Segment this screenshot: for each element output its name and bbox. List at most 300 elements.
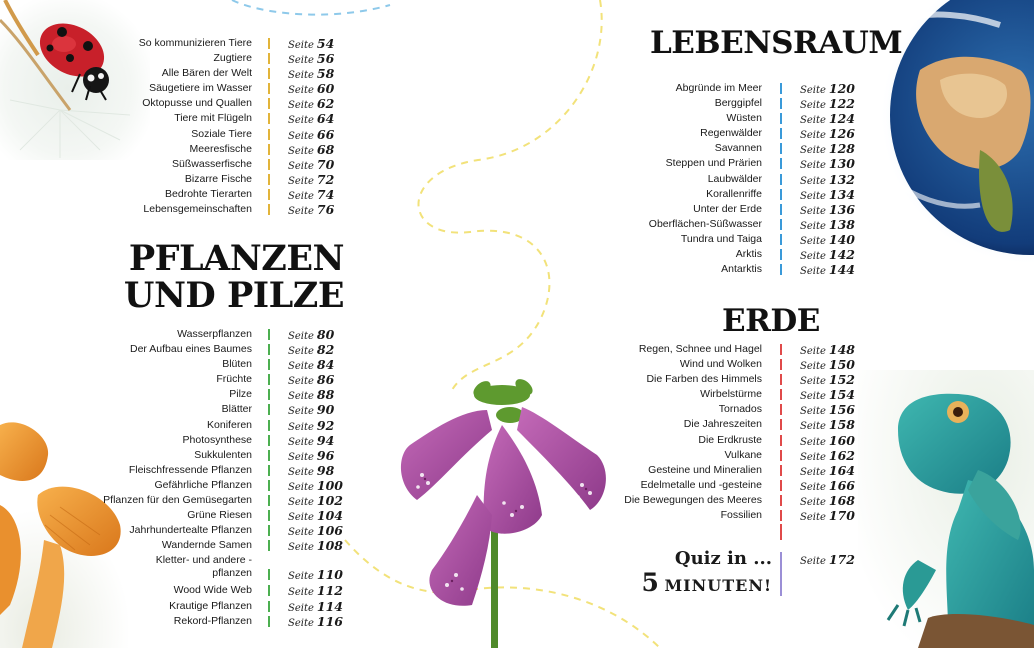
toc-entry [510, 172, 860, 187]
toc-page-number: 114 [316, 598, 343, 614]
toc-entry [0, 613, 343, 629]
toc-page-number: 60 [316, 81, 335, 97]
toc-entry [510, 126, 860, 141]
toc-page-number: 64 [316, 111, 335, 127]
toc-entry [510, 262, 860, 277]
toc-topic [156, 554, 252, 580]
toc-page-number: 56 [316, 51, 335, 67]
toc-color-bar [780, 128, 782, 139]
toc-entry [0, 111, 340, 126]
toc-page-number: 168 [828, 492, 855, 508]
plants-toc-list [0, 327, 343, 629]
toc-page-label: Seite [288, 175, 314, 187]
toc-page-label: Seite [288, 391, 314, 403]
toc-page-label: Seite [288, 361, 314, 373]
toc-color-bar [780, 404, 782, 415]
plants-section-heading [124, 240, 344, 314]
toc-page-number: 72 [316, 171, 335, 187]
toc-page-number: 154 [828, 387, 855, 403]
toc-entry [510, 202, 860, 217]
toc-topic: Die Erdkruste [698, 433, 762, 446]
toc-entry [0, 493, 343, 509]
toc-entry [510, 448, 860, 463]
toc-page-label: Seite [800, 266, 826, 278]
toc-color-bar [268, 189, 270, 200]
toc-page-label: Seite [800, 496, 826, 508]
toc-topic: Wood Wide Web [173, 584, 252, 597]
toc-page-number: 84 [316, 357, 335, 373]
toc-page-label: Seite [288, 617, 314, 629]
toc-entry [0, 357, 340, 372]
toc-page-number: 102 [316, 493, 343, 509]
toc-page-number: 70 [316, 156, 335, 172]
toc-page-label: Seite [800, 421, 826, 433]
toc-color-bar [780, 389, 782, 400]
toc-color-bar [780, 419, 782, 430]
toc-page-number: 108 [316, 538, 343, 554]
toc-page-number: 100 [316, 477, 343, 493]
toc-color-bar [268, 404, 270, 415]
toc-page-number: 88 [316, 387, 335, 403]
toc-page-number: 166 [828, 477, 855, 493]
toc-topic: Lebensgemeinschaften [143, 203, 252, 216]
toc-page-label: Seite [288, 512, 314, 524]
toc-topic: Soziale Tiere [191, 127, 252, 140]
toc-entry [510, 96, 860, 111]
toc-page-label: Seite [800, 115, 826, 127]
toc-entry [510, 372, 860, 387]
toc-topic: Photosynthese [182, 433, 252, 446]
toc-topic: Edelmetalle und -gesteine [640, 478, 762, 491]
toc-entry [0, 157, 340, 172]
toc-page-label: Seite [800, 346, 826, 357]
toc-page-label: Seite [288, 115, 314, 127]
toc-entry [510, 433, 860, 448]
toc-page-label: Seite [800, 391, 826, 403]
toc-page-number: 144 [828, 262, 855, 278]
toc-entry [510, 247, 860, 262]
toc-color-bar [268, 38, 270, 49]
toc-entry [510, 493, 860, 508]
toc-page-number: 54 [316, 36, 335, 51]
toc-color-bar [780, 344, 782, 355]
toc-page-label: Seite [288, 85, 314, 97]
toc-page-label: Seite [288, 451, 314, 463]
toc-page-number: 142 [828, 247, 855, 263]
toc-color-bar [268, 344, 270, 355]
toc-page-label: Seite [288, 70, 314, 82]
toc-topic: Regen, Schnee und Hagel [638, 343, 762, 355]
toc-topic: Oberflächen-Süßwasser [648, 217, 762, 230]
toc-page-number: 156 [828, 402, 855, 418]
toc-color-bar [268, 389, 270, 400]
toc-entry [510, 187, 860, 202]
toc-page-label: Seite [288, 602, 314, 614]
toc-topic: Berggipfel [714, 97, 762, 110]
toc-page-label: Seite [288, 421, 314, 433]
toc-topic: Säugetiere im Wasser [149, 82, 252, 95]
toc-entry [0, 342, 340, 357]
toc-topic-line2: pflanzen [212, 567, 252, 580]
toc-entry [510, 217, 860, 232]
toc-topic: Wasserpflanzen [177, 328, 252, 340]
toc-topic: Rekord-Pflanzen [173, 614, 252, 627]
quiz-title-line2 [641, 568, 772, 597]
toc-page-label: Seite [288, 190, 314, 202]
toc-color-bar [268, 420, 270, 431]
toc-topic-line1: Kletter- und andere - [155, 554, 252, 567]
toc-page-number: 162 [828, 447, 855, 463]
toc-color-bar [268, 359, 270, 370]
toc-entry [0, 81, 340, 96]
toc-color-bar [268, 585, 270, 596]
toc-page-label: Seite [800, 145, 826, 157]
toc-entry [510, 141, 860, 156]
toc-entry [0, 327, 340, 342]
toc-topic: Die Farben des Himmels [646, 373, 762, 386]
toc-page-label: Seite [288, 497, 314, 509]
toc-topic: Früchte [216, 373, 252, 386]
toc-color-bar [780, 465, 782, 476]
toc-page-number: 138 [828, 216, 855, 232]
toc-entry [0, 508, 343, 524]
quiz-page-ref [800, 552, 855, 567]
toc-topic: Arktis [735, 248, 762, 261]
toc-page-ref [288, 202, 334, 219]
toc-color-bar [268, 129, 270, 140]
toc-entry [0, 418, 340, 433]
toc-page-ref [800, 508, 855, 525]
toc-page-number: 150 [828, 357, 855, 373]
toc-entry [510, 478, 860, 493]
toc-page-label: Seite [288, 145, 314, 157]
toc-color-bar [268, 83, 270, 94]
toc-color-bar [780, 510, 782, 521]
toc-color-bar [268, 510, 270, 521]
toc-entry [510, 156, 860, 171]
toc-topic: Steppen und Prärien [665, 157, 762, 170]
toc-page-ref [288, 614, 343, 631]
toc-color-bar [268, 480, 270, 491]
toc-page-number: 110 [316, 567, 343, 583]
toc-page-number: 148 [828, 342, 855, 357]
toc-color-bar [268, 159, 270, 170]
toc-topic: Alle Bären der Welt [161, 67, 252, 80]
toc-entry [0, 402, 340, 417]
toc-topic: Wandernde Samen [161, 539, 252, 552]
toc-page-number: 126 [828, 126, 855, 142]
toc-color-bar [780, 174, 782, 185]
toc-color-bar [780, 435, 782, 446]
toc-color-bar [780, 450, 782, 461]
toc-topic: Korallenriffe [706, 187, 762, 200]
plants-heading-line2: UND PILZE [123, 275, 344, 316]
toc-page-number: 140 [828, 231, 855, 247]
toc-entry [0, 142, 340, 157]
toc-entry [0, 187, 340, 202]
toc-topic: Blätter [221, 403, 252, 416]
toc-page-number: 98 [316, 462, 335, 478]
toc-topic: Süßwasserfische [172, 157, 252, 170]
toc-page-label: Seite [288, 346, 314, 358]
toc-entry [0, 202, 340, 217]
toc-page-label: Seite [800, 235, 826, 247]
toc-page-label: Seite [288, 466, 314, 478]
toc-page-number: 62 [316, 96, 335, 112]
toc-color-bar [780, 204, 782, 215]
toc-color-bar [268, 525, 270, 536]
toc-page-label: Seite [288, 587, 314, 599]
toc-page-number: 164 [828, 462, 855, 478]
plants-heading-line1: PFLANZEN [128, 238, 344, 279]
habitat-section-heading: LEBENSRAUM [650, 25, 903, 61]
toc-page-number: 66 [316, 126, 335, 142]
toc-entry [510, 232, 860, 247]
toc-page-label: Seite [800, 205, 826, 217]
toc-page-number: 160 [828, 432, 855, 448]
toc-page-label: Seite [288, 40, 314, 51]
toc-entry [0, 523, 343, 539]
toc-entry [0, 553, 343, 583]
toc-color-bar [268, 204, 270, 215]
toc-topic: Grüne Riesen [187, 509, 252, 522]
toc-page-label: Seite [800, 130, 826, 142]
toc-page-label: Seite [288, 527, 314, 539]
quiz-block [600, 548, 860, 600]
toc-page-label: Seite [800, 466, 826, 478]
toc-entry [0, 448, 340, 463]
toc-color-bar [780, 143, 782, 154]
toc-page-label: Seite [800, 512, 826, 524]
toc-color-bar [780, 359, 782, 370]
toc-color-bar [780, 189, 782, 200]
toc-page-label: Seite [288, 481, 314, 493]
toc-page-label: Seite [800, 481, 826, 493]
iguana-image [858, 370, 1034, 648]
toc-color-bar [268, 53, 270, 64]
quiz-minutes: MINUTEN! [664, 576, 772, 595]
toc-page-number: 128 [828, 141, 855, 157]
toc-topic: Zugtiere [213, 52, 252, 65]
toc-entry [510, 342, 860, 357]
toc-entry [0, 463, 340, 478]
toc-topic: Fossilien [720, 509, 762, 522]
toc-page-number: 58 [316, 66, 335, 82]
toc-topic: Der Aufbau eines Baumes [130, 343, 252, 356]
toc-color-bar [780, 249, 782, 260]
toc-topic: Savannen [714, 142, 762, 155]
toc-entry [510, 81, 860, 96]
toc-page-number: 124 [828, 111, 855, 127]
toc-entry [0, 66, 340, 81]
toc-entry [510, 357, 860, 372]
toc-page-number: 96 [316, 447, 335, 463]
toc-color-bar [780, 264, 782, 275]
toc-page-ref [288, 567, 343, 584]
toc-color-bar [268, 465, 270, 476]
toc-color-bar [780, 83, 782, 94]
toc-page-number: 86 [316, 372, 335, 388]
toc-page-label: Seite [288, 206, 314, 218]
quiz-page-number: 172 [828, 552, 855, 567]
toc-page-number: 122 [828, 96, 855, 112]
toc-page-number: 130 [828, 156, 855, 172]
toc-topic: Meeresfische [189, 142, 252, 155]
toc-page-label: Seite [800, 85, 826, 96]
toc-page-label: Seite [800, 100, 826, 112]
toc-topic: So kommunizieren Tiere [138, 37, 252, 49]
toc-page-number: 120 [828, 81, 855, 96]
toc-entry [0, 172, 340, 187]
toc-page-number: 74 [316, 186, 335, 202]
toc-page-label: Seite [800, 406, 826, 418]
toc-page-ref [800, 262, 855, 279]
quiz-title-line1: Quiz in ... [674, 548, 772, 569]
toc-color-bar [268, 113, 270, 124]
toc-color-bar [268, 98, 270, 109]
toc-topic: Bedrohte Tierarten [165, 187, 252, 200]
toc-page-number: 134 [828, 186, 855, 202]
toc-color-bar [780, 113, 782, 124]
toc-topic: Krautige Pflanzen [169, 599, 252, 612]
toc-color-bar [780, 374, 782, 385]
toc-page-number: 152 [828, 372, 855, 388]
toc-topic: Fleischfressende Pflanzen [128, 463, 252, 476]
earth-globe-image [880, 0, 1034, 268]
toc-topic: Die Jahreszeiten [683, 418, 762, 431]
earth-toc-bar-extension [780, 524, 782, 540]
toc-topic: Vulkane [724, 448, 762, 461]
toc-topic: Tundra und Taiga [680, 232, 762, 245]
toc-color-bar [268, 450, 270, 461]
toc-color-bar [780, 495, 782, 506]
toc-page-label: Seite [288, 331, 314, 342]
toc-color-bar [780, 219, 782, 230]
toc-page-label: Seite [288, 406, 314, 418]
toc-color-bar [268, 601, 270, 612]
toc-page-number: 158 [828, 417, 855, 433]
toc-entry [0, 51, 340, 66]
toc-page-number: 132 [828, 171, 855, 187]
earth-toc-list [510, 342, 860, 523]
quiz-number: 5 [641, 568, 659, 597]
toc-color-bar [780, 98, 782, 109]
toc-topic: Jahrhundertealte Pflanzen [129, 524, 252, 537]
toc-color-bar [780, 234, 782, 245]
toc-topic: Die Bewegungen des Meeres [624, 493, 762, 506]
toc-color-bar [268, 68, 270, 79]
toc-page-number: 94 [316, 432, 335, 448]
toc-color-bar [268, 329, 270, 340]
toc-entry [0, 477, 343, 493]
toc-page-number: 76 [316, 202, 335, 218]
toc-page-label: Seite [800, 376, 826, 388]
toc-page-label: Seite [800, 251, 826, 263]
quiz-page-label: Seite [800, 556, 826, 567]
toc-color-bar [268, 569, 270, 580]
toc-page-number: 104 [316, 508, 343, 524]
toc-entry [0, 598, 343, 614]
toc-entry [510, 111, 860, 126]
toc-color-bar [268, 174, 270, 185]
toc-entry [510, 387, 860, 402]
toc-page-label: Seite [288, 130, 314, 142]
toc-page-number: 106 [316, 523, 343, 539]
animals-toc-list [0, 36, 340, 217]
toc-entry [0, 372, 340, 387]
toc-page-number: 136 [828, 201, 855, 217]
toc-topic: Bizarre Fische [184, 172, 252, 185]
toc-color-bar [268, 616, 270, 627]
toc-page-label: Seite [800, 190, 826, 202]
toc-page-label: Seite [800, 220, 826, 232]
toc-color-bar [268, 495, 270, 506]
toc-page-label: Seite [288, 100, 314, 112]
toc-topic: Unter der Erde [693, 202, 762, 215]
toc-topic: Wind und Wolken [679, 358, 762, 371]
toc-entry [510, 508, 860, 523]
toc-color-bar [268, 540, 270, 551]
toc-page-label: Seite [800, 175, 826, 187]
toc-entry [510, 402, 860, 417]
toc-page-label: Seite [800, 436, 826, 448]
toc-topic: Sukkulenten [194, 448, 252, 461]
toc-entry [0, 433, 340, 448]
toc-topic: Regenwälder [700, 127, 762, 140]
toc-page-label: Seite [800, 361, 826, 373]
toc-page-number: 112 [316, 583, 343, 599]
toc-entry [0, 36, 340, 51]
toc-topic: Oktopusse und Quallen [142, 97, 252, 110]
toc-color-bar [268, 435, 270, 446]
toc-color-bar [780, 480, 782, 491]
toc-color-bar [268, 144, 270, 155]
toc-page-number: 92 [316, 417, 335, 433]
toc-page-number: 82 [316, 342, 335, 358]
toc-entry [510, 463, 860, 478]
toc-page-label: Seite [288, 376, 314, 388]
toc-page-number: 116 [316, 613, 343, 629]
toc-color-bar [780, 158, 782, 169]
toc-topic: Blüten [222, 358, 252, 371]
toc-page-label: Seite [288, 436, 314, 448]
toc-entry [0, 96, 340, 111]
toc-topic: Tornados [718, 403, 762, 416]
habitat-toc-list [510, 81, 860, 277]
toc-topic: Pilze [229, 388, 252, 401]
toc-page-label: Seite [800, 160, 826, 172]
toc-entry [0, 127, 340, 142]
toc-page-label: Seite [288, 160, 314, 172]
earth-section-heading: ERDE [722, 303, 820, 339]
toc-page-number: 90 [316, 402, 335, 418]
toc-page-label: Seite [800, 451, 826, 463]
toc-topic: Gesteine und Mineralien [648, 463, 762, 476]
toc-entry [0, 583, 343, 599]
toc-topic: Antarktis [721, 263, 762, 276]
toc-page-number: 170 [828, 508, 855, 524]
toc-color-bar [268, 374, 270, 385]
toc-page-number: 68 [316, 141, 335, 157]
toc-page-number: 80 [316, 327, 335, 342]
toc-page-label: Seite [288, 542, 314, 554]
toc-entry [510, 417, 860, 432]
toc-topic: Tiere mit Flügeln [174, 112, 252, 125]
toc-topic: Wirbelstürme [700, 388, 762, 401]
toc-topic: Abgründe im Meer [675, 82, 762, 94]
toc-topic: Pflanzen für den Gemüsegarten [103, 494, 252, 507]
toc-page-label: Seite [288, 55, 314, 67]
